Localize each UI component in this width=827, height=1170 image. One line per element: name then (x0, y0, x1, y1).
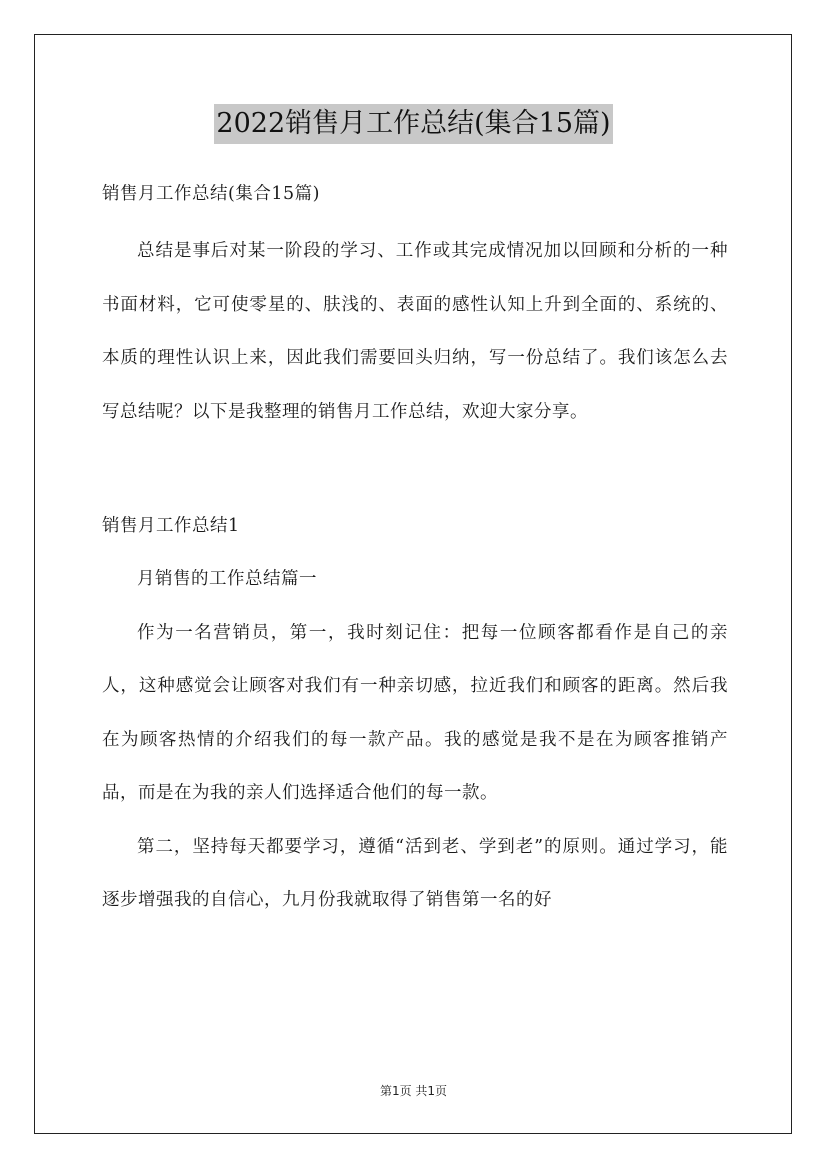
section-heading: 销售月工作总结1 (102, 516, 240, 536)
body-paragraph-1: 作为一名营销员，第一，我时刻记住：把每一位顾客都看作是自己的亲人，这种感觉会让顾客对我们有一种亲切感，拉近我们和顾客的距离。然后我在为顾客热情的介绍我们的每一款产品。我的感觉是我不是在为顾客推销产品，而是在为我的亲人们选择适合他们的每一款。 (102, 622, 728, 803)
intro-paragraph: 总结是事后对某一阶段的学习、工作或其完成情况加以回顾和分析的一种书面材料，它可使零星的、肤浅的、表面的感性认知上升到全面的、系统的、本质的理性认识上来，因此我们需要回头归纳，写一份总结了。我们该怎么去写总结呢？以下是我整理的销售月工作总结，欢迎大家分享。 (102, 241, 728, 422)
document-body (102, 172, 728, 928)
title-container (0, 104, 827, 144)
document-subtitle: 销售月工作总结(集合15篇) (102, 184, 320, 204)
page-footer: 第1页 共1页 (379, 1084, 448, 1098)
body-paragraph-2: 第二，坚持每天都要学习，遵循“活到老、学到老”的原则。通过学习，能逐步增强我的自信心，九月份我就取得了销售第一名的好 (102, 836, 728, 910)
section-subheading: 月销售的工作总结篇一 (137, 569, 317, 589)
document-title: 2022销售月工作总结(集合15篇) (214, 104, 612, 144)
